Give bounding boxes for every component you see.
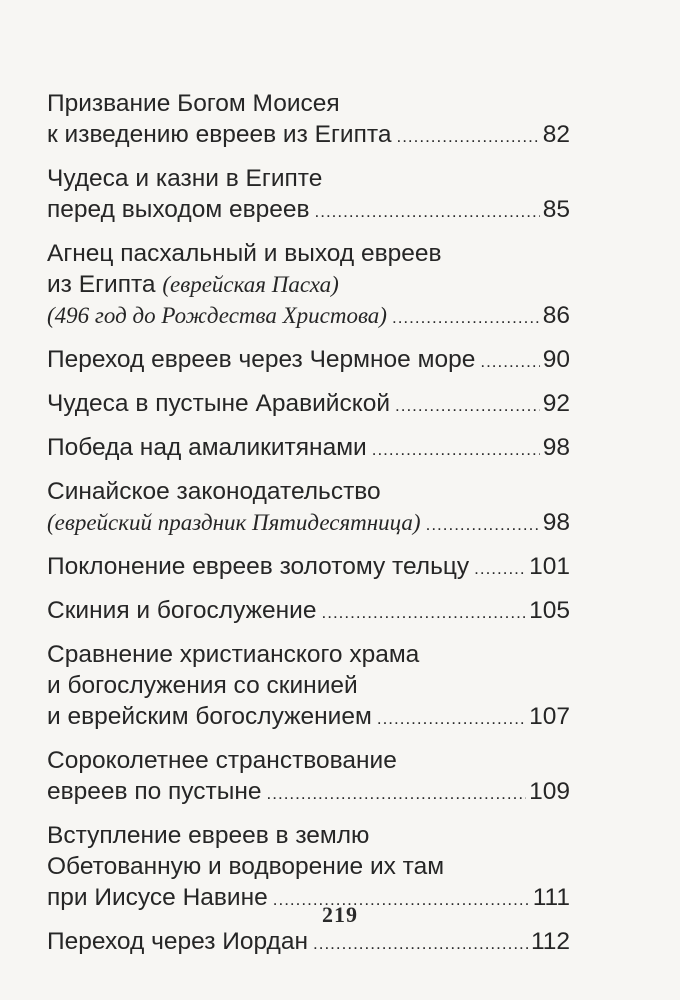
- toc-entry-last-line: [47, 776, 570, 809]
- dot-leader: [372, 434, 540, 465]
- toc-entry-title-end: к изведению евреев из Египта: [47, 121, 392, 148]
- toc-page-number: 98: [542, 509, 570, 536]
- toc-entry-title-line: Агнец пасхальный и выход евреев: [47, 240, 442, 267]
- toc-entry[interactable]: [47, 163, 570, 227]
- toc-entry-italic-note: (496 год до Рождества Христова): [47, 303, 387, 328]
- toc-entry-title-line: [47, 269, 570, 300]
- toc-entry-last-line: [47, 119, 570, 152]
- toc-entry-title-end: Поклонение евреев золотому тельцу: [47, 553, 470, 580]
- toc-entry[interactable]: [47, 432, 570, 465]
- dot-leader: [392, 302, 540, 333]
- toc-entry-last-line: [47, 701, 570, 734]
- toc-entry-title-line: Чудеса и казни в Египте: [47, 165, 323, 192]
- toc-entry-title-end: Скиния и богослужение: [47, 597, 317, 624]
- toc-entry-title-line: Сравнение христианского храма: [47, 641, 420, 668]
- toc-entry-title-line: и богослужения со скинией: [47, 672, 358, 699]
- toc-page-number: 112: [530, 928, 570, 955]
- dot-leader: [426, 509, 540, 540]
- toc-entry-title-end: Победа над амаликитянами: [47, 434, 367, 461]
- toc-entry-title-end: Переход через Иордан: [47, 928, 309, 955]
- toc-page-number: 90: [542, 346, 570, 373]
- toc-entry-title-end: евреев по пустыне: [47, 778, 262, 805]
- toc-entry-title-line: Вступление евреев в землю: [47, 822, 370, 849]
- dot-leader: [395, 390, 540, 421]
- toc-entry-last-line: [47, 595, 570, 628]
- toc-entry-title-line: Призвание Богом Моисея: [47, 90, 340, 117]
- toc-entry[interactable]: [47, 476, 570, 540]
- dot-leader: [474, 553, 526, 584]
- dot-leader: [377, 703, 526, 734]
- dot-leader: [480, 346, 539, 377]
- toc-entry-title-line: Сороколетнее странствование: [47, 747, 397, 774]
- dot-leader: [396, 121, 539, 152]
- dot-leader: [267, 778, 527, 809]
- toc-page-number: 98: [542, 434, 570, 461]
- toc-entry-last-line: [47, 551, 570, 584]
- toc-entry-last-line: [47, 432, 570, 465]
- toc-entry-title-end: Чудеса в пустыне Аравийской: [47, 390, 391, 417]
- toc-entry-title-line: Синайское законодательство: [47, 478, 381, 505]
- toc-page-number: 82: [542, 121, 570, 148]
- page-number: 219: [322, 902, 358, 927]
- toc-entry-last-line: [47, 194, 570, 227]
- table-of-contents: [47, 88, 570, 970]
- toc-page-number: 111: [532, 884, 570, 911]
- toc-entry[interactable]: [47, 238, 570, 333]
- toc-entry[interactable]: [47, 639, 570, 734]
- toc-entry[interactable]: [47, 551, 570, 584]
- dot-leader: [322, 597, 527, 628]
- toc-entry-last-line: [47, 344, 570, 377]
- toc-entry[interactable]: [47, 388, 570, 421]
- toc-entry-italic-note: (еврейская Пасха): [162, 272, 339, 297]
- toc-entry-last-line: [47, 507, 570, 540]
- toc-entry-last-line: [47, 388, 570, 421]
- toc-entry-title-part: из Египта: [47, 271, 163, 298]
- toc-entry[interactable]: [47, 820, 570, 915]
- toc-entry[interactable]: [47, 745, 570, 809]
- toc-entry-last-line: [47, 926, 570, 959]
- toc-entry-title-end: и еврейским богослужением: [47, 703, 372, 730]
- toc-entry[interactable]: [47, 344, 570, 377]
- dot-leader: [315, 196, 540, 227]
- toc-entry-title-end: Переход евреев через Чермное море: [47, 346, 476, 373]
- toc-page-number: 109: [529, 778, 570, 805]
- toc-entry-last-line: [47, 300, 570, 333]
- toc-page-number: 101: [529, 553, 570, 580]
- toc-entry[interactable]: [47, 595, 570, 628]
- toc-page-number: 92: [542, 390, 570, 417]
- toc-entry[interactable]: [47, 88, 570, 152]
- toc-page-number: 85: [542, 196, 570, 223]
- toc-page-number: 86: [542, 302, 570, 329]
- toc-page-number: 105: [529, 597, 570, 624]
- toc-entry-title-end: при Иисусе Навине: [47, 884, 268, 911]
- toc-page-number: 107: [529, 703, 570, 730]
- toc-entry-italic-note: (еврейский праздник Пятидесятница): [47, 510, 421, 535]
- toc-entry-title-line: Обетованную и водворение их там: [47, 853, 445, 880]
- toc-entry-title-end: перед выходом евреев: [47, 196, 310, 223]
- dot-leader: [313, 928, 528, 959]
- toc-entry[interactable]: [47, 926, 570, 959]
